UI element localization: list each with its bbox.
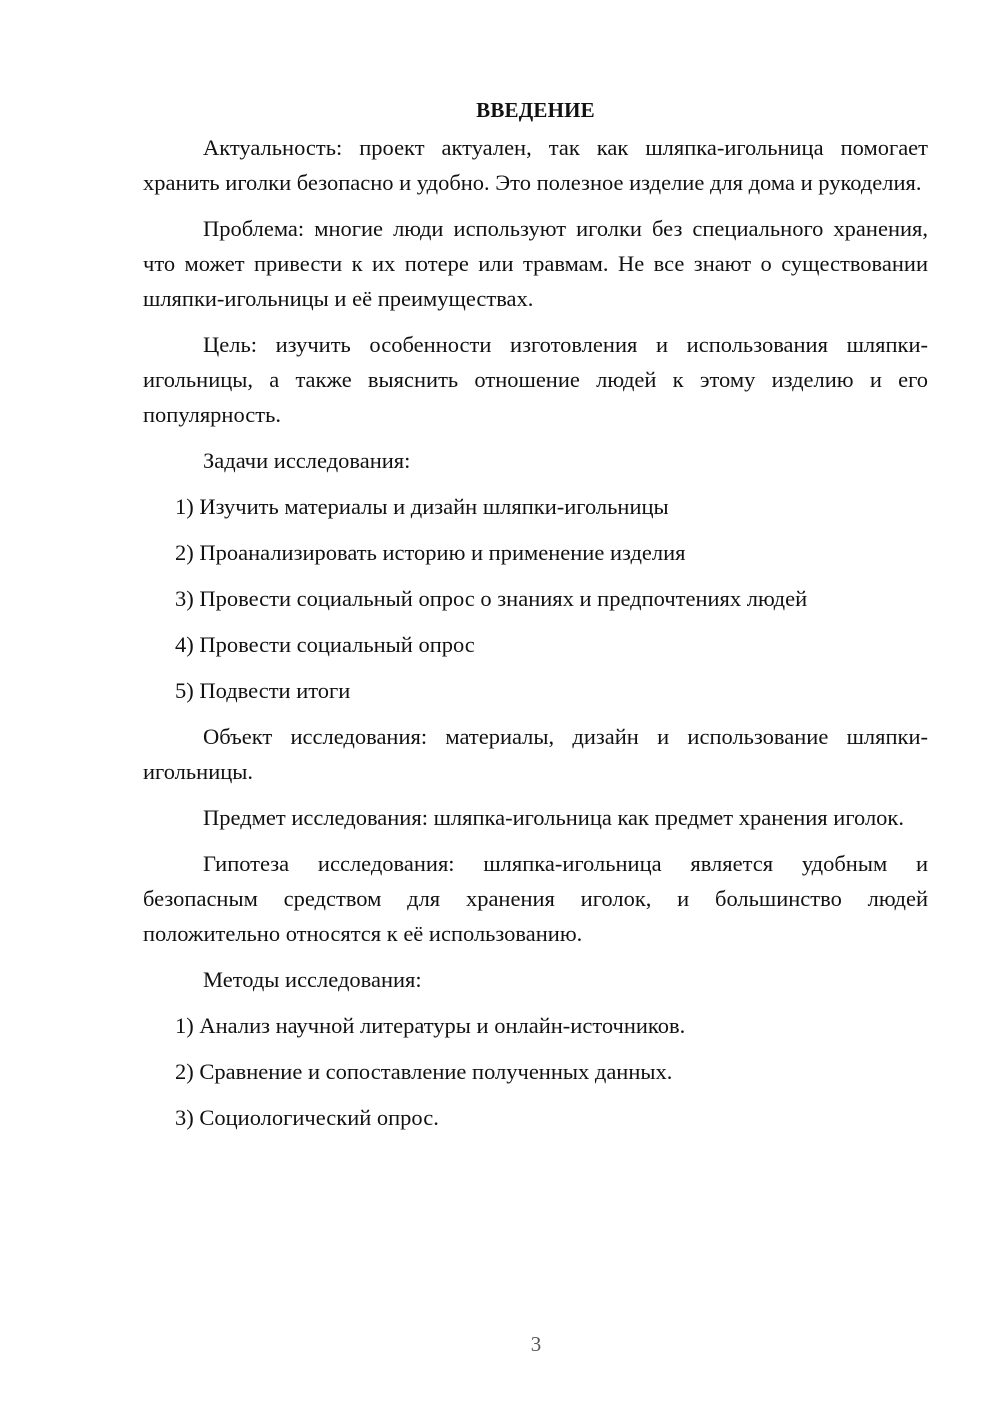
- page-title: ВВЕДЕНИЕ: [476, 98, 595, 122]
- document-body: [143, 92, 928, 1146]
- tasks-list: [143, 489, 928, 708]
- methods-title: Методы исследования:: [203, 967, 422, 992]
- list-item: 1) Анализ научной литературы и онлайн-источников.: [175, 1013, 686, 1038]
- paragraph-hypothesis: Гипотеза исследования: шляпка-игольница является удобным и безопасным средством для хранения иголок, и большинство людей положительно относятся к её использованию.: [143, 851, 928, 946]
- list-item: 3) Провести социальный опрос о знаниях и предпочтениях людей: [175, 586, 808, 611]
- tasks-title: Задачи исследования:: [203, 448, 411, 473]
- paragraph-relevance: Актуальность: проект актуален, так как шляпка-игольница помогает хранить иголки безопасно и удобно. Это полезное изделие для дома и рукоделия.: [143, 135, 928, 195]
- paragraph-object: Объект исследования: материалы, дизайн и использование шляпки-игольницы.: [143, 724, 928, 784]
- paragraph-problem: Проблема: многие люди используют иголки без специального хранения, что может привести к их потере или травмам. Не все знают о существовании шляпки-игольницы и её преимуществах.: [143, 216, 928, 311]
- methods-list: [143, 1008, 928, 1135]
- list-item: 2) Проанализировать историю и применение изделия: [175, 540, 686, 565]
- list-item: 5) Подвести итоги: [175, 678, 351, 703]
- paragraph-subject: Предмет исследования: шляпка-игольница как предмет хранения иголок.: [203, 805, 904, 830]
- page-number: 3: [530, 1332, 542, 1356]
- list-item: 2) Сравнение и сопоставление полученных данных.: [175, 1059, 673, 1084]
- list-item: 1) Изучить материалы и дизайн шляпки-игольницы: [175, 494, 669, 519]
- list-item: 4) Провести социальный опрос: [175, 632, 475, 657]
- paragraph-goal: Цель: изучить особенности изготовления и использования шляпки-игольницы, а также выяснить отношение людей к этому изделию и его популярность.: [143, 332, 928, 427]
- list-item: 3) Социологический опрос.: [175, 1105, 439, 1130]
